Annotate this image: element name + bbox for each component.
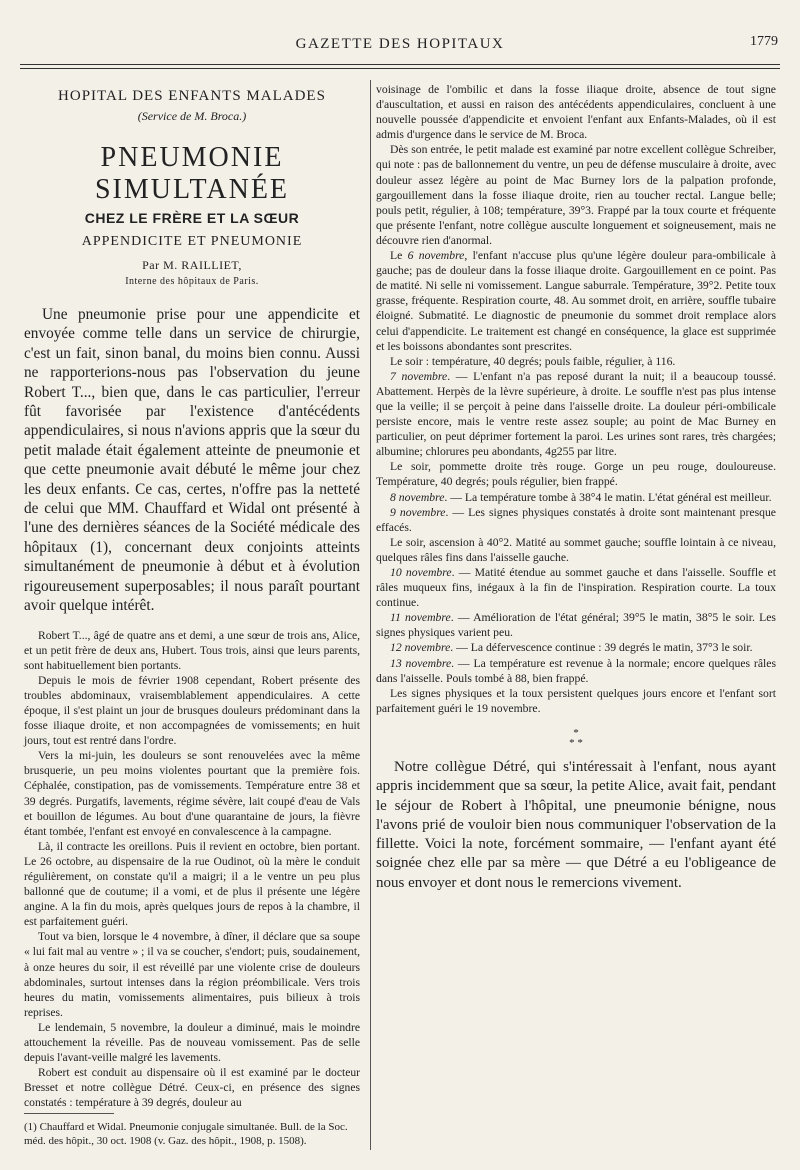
entry-text: . — L'enfant n'a pas reposé durant la nuit; il a beaucoup toussé. Abattement. Herpès de la lèvre supérieure, à droite. Le souffle n'est pas plus intense que la veille; il se perçoit à peine dans l'aisselle droite. La douleur péri-ombilicale persiste encore, mais le ventre reste assez souple; au point de Mac Burney en particulier, on peut déprimer fortement la paroi. Les urines sont rares, très chargées; albumine; chlorures peu abondants, 4g255 par litre. [376, 369, 776, 459]
column-divider [370, 80, 371, 1150]
entry-date: 8 novembre [390, 490, 445, 504]
author-name: Par M. RAILLIET, [142, 258, 242, 272]
entry-text: . — Les signes physiques constatés à droite sont maintenant presque effacés. [376, 505, 776, 534]
page-number: 1779 [750, 34, 778, 49]
paragraph-prefix: Le [390, 249, 408, 263]
asterism [376, 728, 776, 748]
observation-paragraph [376, 369, 776, 460]
article-subtitle: CHEZ LE FRÈRE ET LA SŒUR [84, 210, 300, 226]
lead-section [24, 305, 360, 616]
observation-paragraph: Tout va bien, lorsque le 4 novembre, à dîner, il déclare que sa soupe « lui fait mal au ventre » ; il va se coucher, s'endort; puis, soudainement, à onze heures du soir, il est réveillé par une violente crise de douleurs abdominales, surtout intenses dans la région préombilicale. Vers trois heures du matin, vomissements alimentaires, puis bilieux à trois reprises. [24, 930, 360, 1019]
footnote-rule [24, 1113, 114, 1114]
hospital-name: HOPITAL DES ENFANTS MALADES [58, 88, 326, 104]
author-role: Interne des hôpitaux de Paris. [125, 276, 259, 287]
observation-paragraph [376, 535, 776, 565]
entry-date: 7 novembre [390, 369, 448, 383]
observation-paragraph [376, 142, 776, 248]
left-column [24, 82, 360, 1111]
observation-paragraph: Vers la mi-juin, les douleurs se sont renouvelées avec la même brusquerie, un peu moins violentes pourtant que la première fois. Céphalée, constipation, pas de vomissements. Température entre 38 et 39 degrés. Purgatifs, lavements, régime sévère, lait coupé d'eau de Vals et bouillon de légumes. Au bout d'une quarantaine de jours, la fièvre étant tombée, l'enfant est envoyé en convalescence à la campagne. [24, 749, 360, 838]
observation-paragraph: Robert T..., âgé de quatre ans et demi, a une sœur de trois ans, Alice, et un petit frère de deux ans, Hubert. Tous trois, ainsi que leurs parents, sont habituellement bien portants. [24, 628, 360, 672]
observation-continued [376, 82, 776, 716]
observation-paragraph [376, 565, 776, 610]
entry-text: Le soir : température, 40 degrés; pouls faible, régulier, à 116. [390, 354, 676, 368]
service-line: (Service de M. Broca.) [137, 109, 247, 123]
observation-paragraph [376, 505, 776, 535]
observation-section [24, 628, 360, 1111]
entry-date: 10 novembre [390, 566, 452, 579]
entry-date: 12 novembre [390, 641, 451, 655]
entry-text: . — Amélioration de l'état général; 39°5 le matin, 38°5 le soir. Les signes physiques varient peu. [376, 611, 776, 640]
observation-paragraph [376, 686, 776, 716]
entry-text: . — La température tombe à 38°4 le matin. L'état général est meilleur. [444, 490, 772, 504]
observation-paragraph: Là, il contracte les oreillons. Puis il revient en octobre, bien portant. Le 26 octobre, au dispensaire de la rue Oudinot, où la mère le conduit régulièrement, on constate qu'il a maigri; il a le ventre un peu plus ballonné que de coutume; il a vomi, et de plus il présente une légère angine. A la fin du mois, après quelques jours de repos à la chambre, il est parfaitement guéri. [24, 839, 360, 929]
footnote: (1) Chauffard et Widal. Pneumonie conjugale simultanée. Bull. de la Soc. méd. des hôpit., 30 oct. 1908 (v. Gaz. des hôpit., 1908, p. 1508). [24, 1121, 348, 1147]
entry-date: 6 novembre [407, 249, 465, 263]
header-rule [20, 64, 780, 65]
observation-paragraph [376, 656, 776, 686]
closing-paragraph: Notre collègue Détré, qui s'intéressait à l'enfant, nous ayant appris incidemment que sa sœur, la petite Alice, avait fait, pendant le séjour de Robert à l'hôpital, une pneumonie bénigne, nous l'avons prié de vouloir bien nous communiquer l'observation de la fillette. Voici la note, forcément sommaire, — l'enfant ayant été soignée chez elle par sa mère — que Détré a eu l'obligeance de nous envoyer et dont nous le remercions vivement. [376, 758, 776, 891]
entry-text: Le soir, pommette droite très rouge. Gorge un peu rouge, douloureuse. Température, 40 degrés; pouls régulier, bien frappé. [376, 460, 776, 489]
closing-section [376, 758, 776, 893]
observation-paragraph [376, 610, 776, 640]
entry-text: . — Matité étendue au sommet gauche et dans l'aisselle. Souffle et râles muqueux fins, inégaux à la fin de l'inspiration. Respiration courte. La toux continue. [376, 566, 776, 610]
observation-paragraph [376, 82, 776, 142]
article-title: PNEUMONIE SIMULTANÉE [94, 142, 290, 205]
journal-title: GAZETTE DES HOPITAUX [295, 36, 505, 52]
observation-paragraph: Le lendemain, 5 novembre, la douleur a diminué, mais le moindre attouchement la réveille. Pas de nouveau vomissement. Pas de selle depuis l'avant-veille malgré les lavements. [24, 1020, 360, 1065]
observation-paragraph [376, 459, 776, 489]
entry-text: voisinage de l'ombilic et dans la fosse iliaque droite, absence de tout signe d'auscultation, et aussi en raison des antécédents appendiculaires, concluent à une nouvelle poussée d'appendicite et envoient l'enfant aux Enfants-Malades, où il est admis d'urgence dans le service de M. Broca. [376, 83, 776, 142]
entry-date: 9 novembre [390, 505, 446, 519]
entry-date: 13 novembre [390, 656, 452, 670]
lead-paragraph: Une pneumonie prise pour une appendicite et envoyée comme telle dans un service de chirurgie, c'est un fait, sinon banal, du moins bien connu. Aussi ne rapporterions-nous pas l'observation du jeune Robert T..., bien que, dans le cas particulier, l'erreur fût favorisée par l'existence d'antécédents appendiculaires, si nous n'avions appris que la sœur du petit malade était également atteinte de pneumonie et que cette pneumonie avait débuté le même jour chez les deux enfants. Ce cas, certes, n'offre pas la netteté de celui que MM. Chauffard et Widal ont présenté à l'une des dernières séances de la Société médicale des hôpitaux (1), concernant deux conjoints atteints simultanément de pneumonie à début et à évolution rigoureusement superposables; il nous paraît pourtant avoir quelque intérêt. [24, 306, 360, 615]
observation-paragraph [376, 248, 776, 354]
entry-text: , l'enfant n'accuse plus qu'une légère douleur para-ombilicale à gauche; pas de douleur dans la fosse iliaque droite. Gargouillement en ce point. Pas de matité. Ni selle ni vomissement. Langue saburrale. Température, 39°2. Petite toux grasse, fréquente. Respiration courte, 48. Au sommet droit, en arrière, souffle tubaire éloigné. Submatité. Le diagnostic de pneumonie du sommet droit remplace alors celui d'appendicite. Le traitement est changé en conséquence, la glace est supprimée et les boissons abondantes sont prescrites. [376, 249, 776, 353]
header-rule-thin [20, 68, 780, 69]
entry-text: Les signes physiques et la toux persistent quelques jours encore et l'enfant sort parfaitement guéri le 19 novembre. [376, 686, 776, 715]
observation-paragraph [376, 490, 776, 505]
entry-text: Dès son entrée, le petit malade est examiné par notre excellent collègue Schreiber, qui note : pas de ballonnement du ventre, un peu de défense musculaire à droite, avec douleur assez légère au point de Mac Burney lors de la palpation profonde, gargouillement dans la fosse iliaque droite, rien au toucher rectal. Langue belle; pouls petit, régulier, à 108; température, 39°3. Frappé par la toux courte et fréquente que présente l'enfant, notre collègue ausculte longuement et soigneusement, mais ne découvre rien d'anormal. [376, 143, 776, 247]
asterism-top: * [573, 726, 579, 739]
observation-paragraph [376, 354, 776, 369]
page-header [20, 30, 780, 60]
observation-paragraph: Robert est conduit au dispensaire où il est examiné par le docteur Bresset et notre collègue Détré. Ceux-ci, en présence des signes constatés : température à 39 degrés, douleur au [24, 1066, 360, 1110]
entry-date: 11 novembre [390, 611, 451, 625]
entry-text: Le soir, ascension à 40°2. Matité au sommet gauche; souffle lointain à ce niveau, quelques râles fins dans l'aisselle gauche. [376, 535, 776, 564]
article-subtitle-2: APPENDICITE ET PNEUMONIE [81, 234, 303, 249]
entry-text: . — La défervescence continue : 39 degrés le matin, 37°3 le soir. [450, 641, 753, 655]
entry-text: . — La température est revenue à la normale; encore quelques râles dans l'aisselle. Pouls tombé à 88, bien frappé. [376, 656, 776, 685]
asterism-bottom: * * [569, 736, 583, 749]
observation-paragraph [376, 640, 776, 655]
observation-paragraph: Depuis le mois de février 1908 cependant, Robert présente des troubles abdominaux, vraisemblablement appendiculaires. A cette époque, il s'est plaint un jour de brusques douleurs prédominant dans la fosse iliaque droite, et non accompagnées de vomissements; en huit jours, tout est rentré dans l'ordre. [24, 673, 360, 748]
right-column [376, 82, 776, 893]
